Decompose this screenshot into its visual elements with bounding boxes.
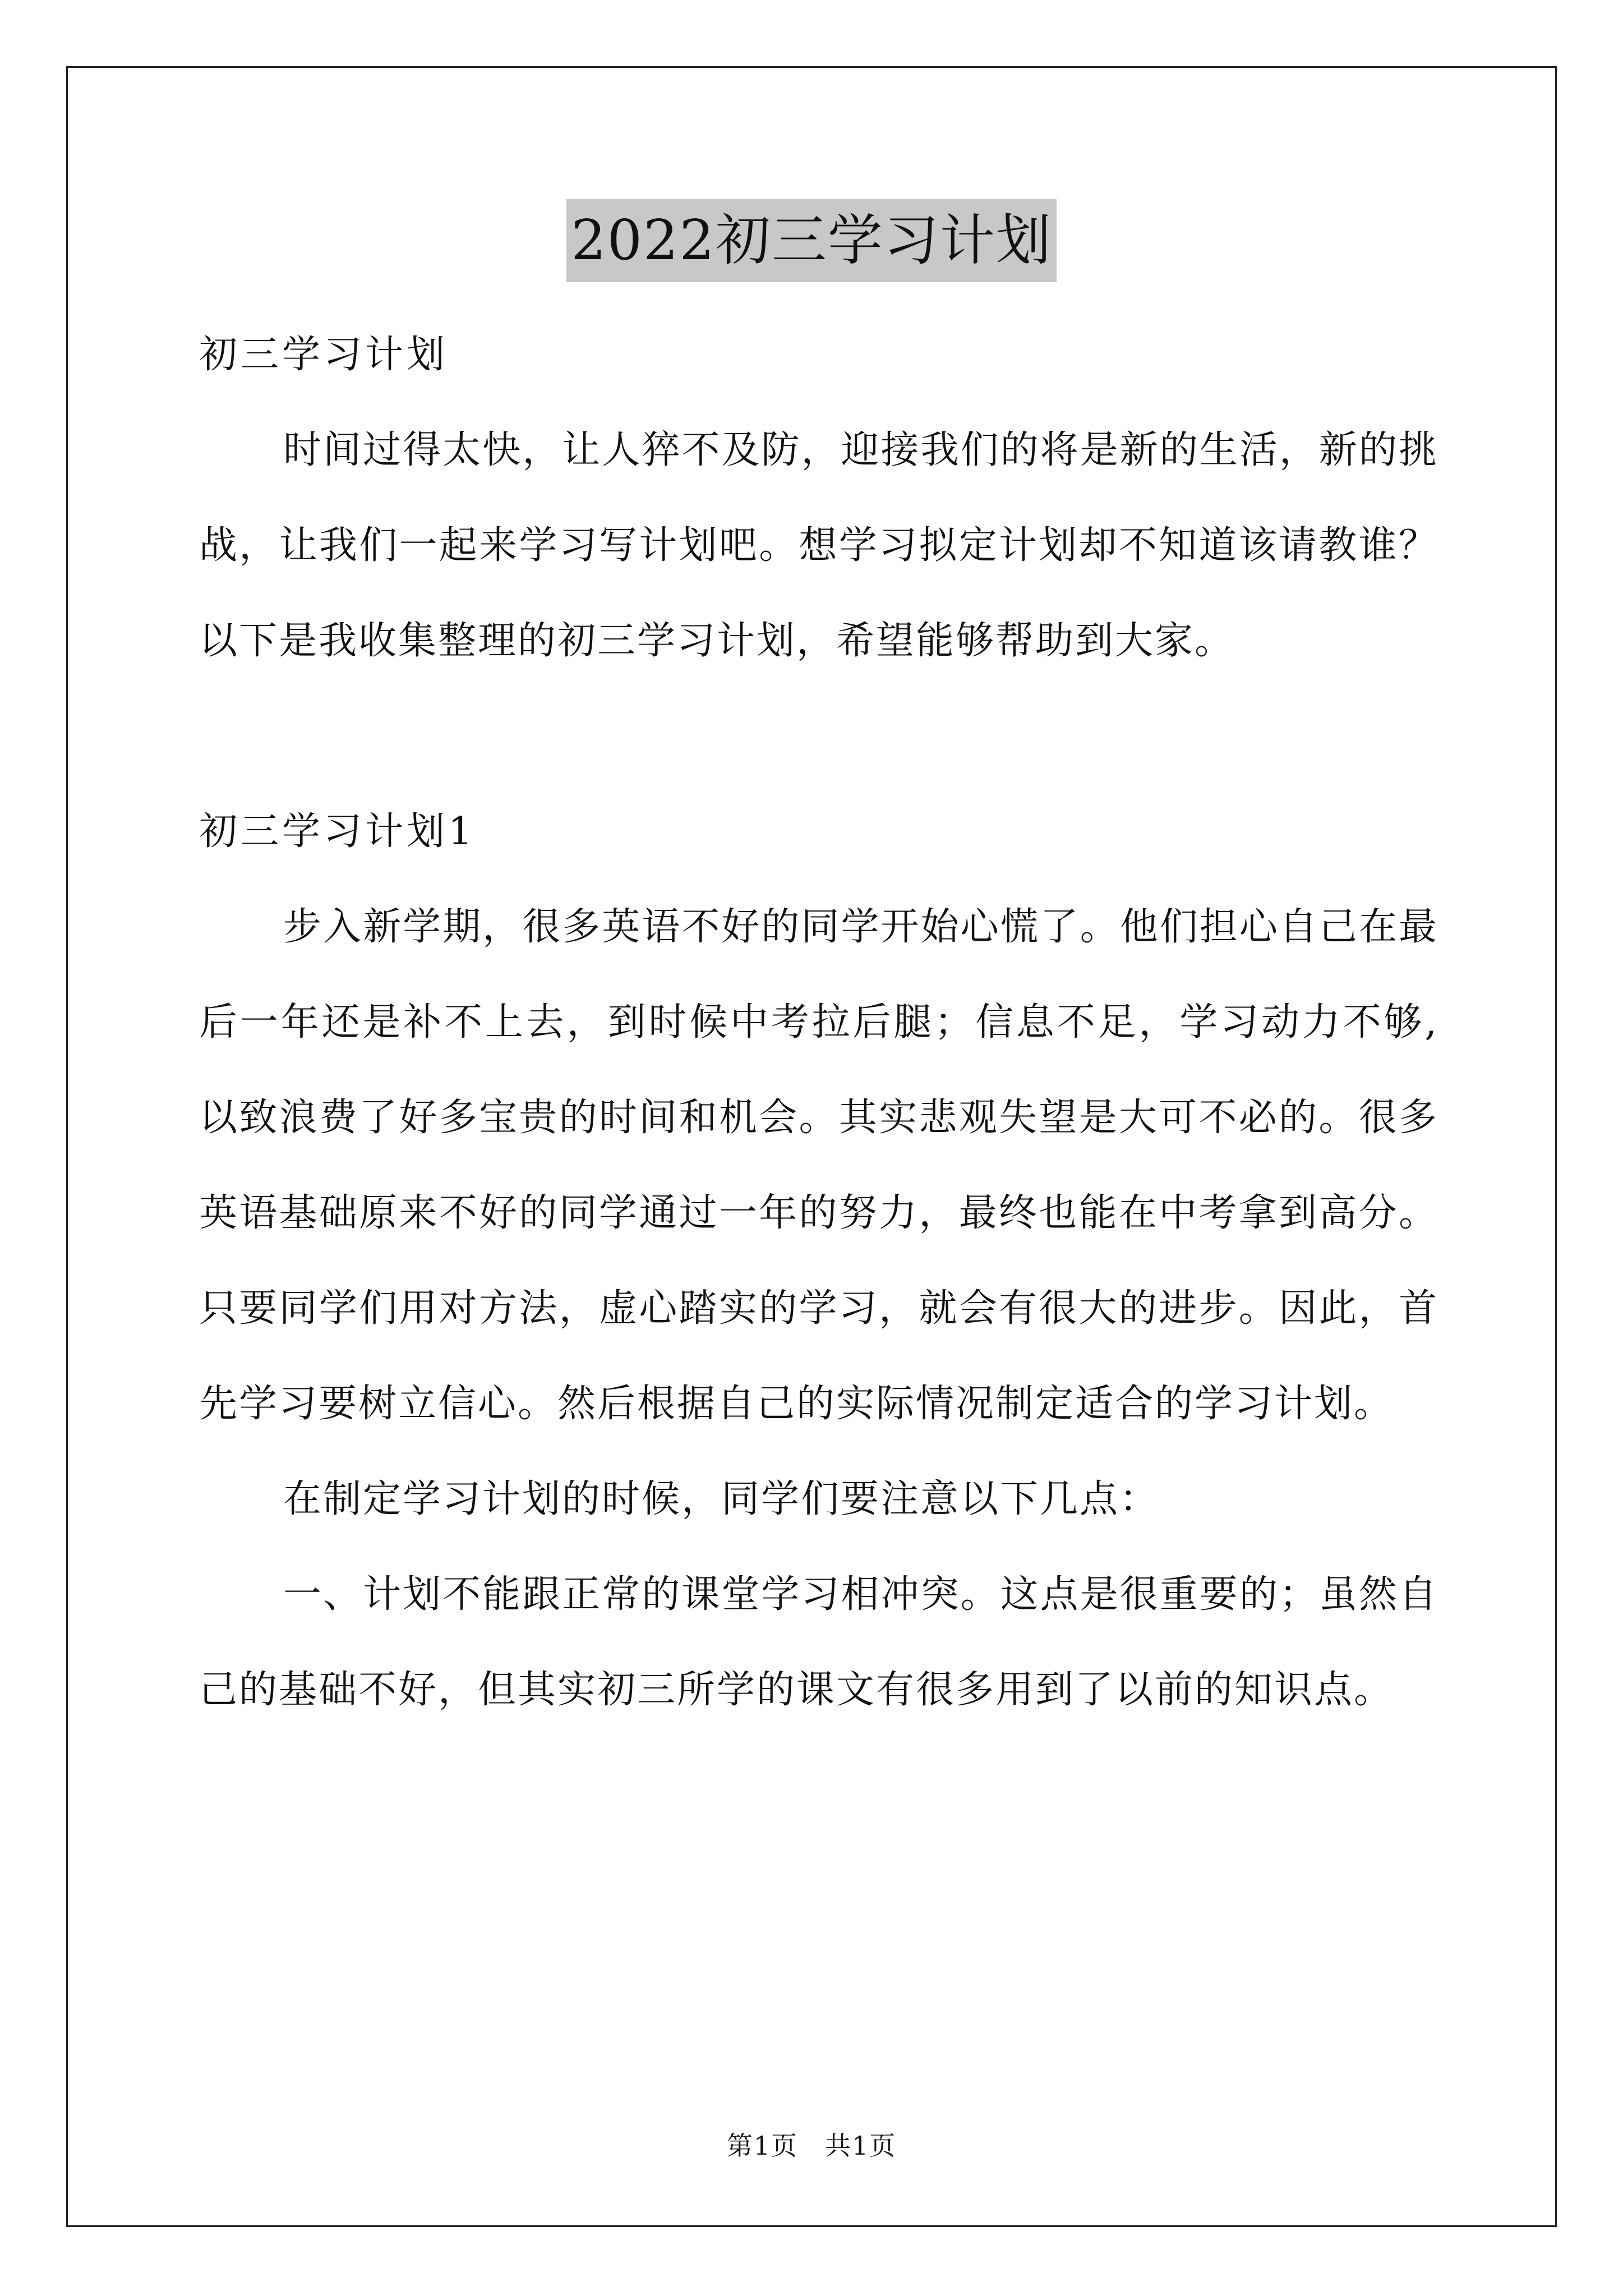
body-paragraph: 在制定学习计划的时候，同学们要注意以下几点： — [283, 1477, 1160, 1521]
intro-paragraph: 时间过得太快，让人猝不及防，迎接我们的将是新的生活，新的挑战，让我们一起来学习写计划吧。想学习拟定计划却不知道该请教谁？以下是我收集整理的初三学习计划，希望能够帮助到大家。 — [199, 428, 1438, 663]
document-title: 2022初三学习计划 — [566, 199, 1056, 282]
subtitle: 初三学习计划 — [199, 333, 449, 377]
page-footer: 第1页 共1页 — [726, 2131, 897, 2161]
document-body — [199, 307, 1438, 1738]
body-paragraph: 步入新学期，很多英语不好的同学开始心慌了。他们担心自己在最后一年还是补不上去，到时候中考拉后腿；信息不足，学习动力不够,以致浪费了好多宝贵的时间和机会。其实悲观失望是大可不必的。很多英语基础原来不好的同学通过一年的努力，最终也能在中考拿到高分。只要同学们用对方法，虚心踏实的学习，就会有很大的进步。因此，首先学习要树立信心。然后根据自己的实际情况制定适合的学习计划。 — [199, 905, 1438, 1426]
spacer — [199, 689, 1438, 784]
title-area — [0, 199, 1623, 282]
body-paragraph: 一、计划不能跟正常的课堂学习相冲突。这点是很重要的；虽然自己的基础不好，但其实初三所学的课文有很多用到了以前的知识点。 — [199, 1572, 1438, 1712]
section-heading: 初三学习计划1 — [199, 809, 476, 854]
